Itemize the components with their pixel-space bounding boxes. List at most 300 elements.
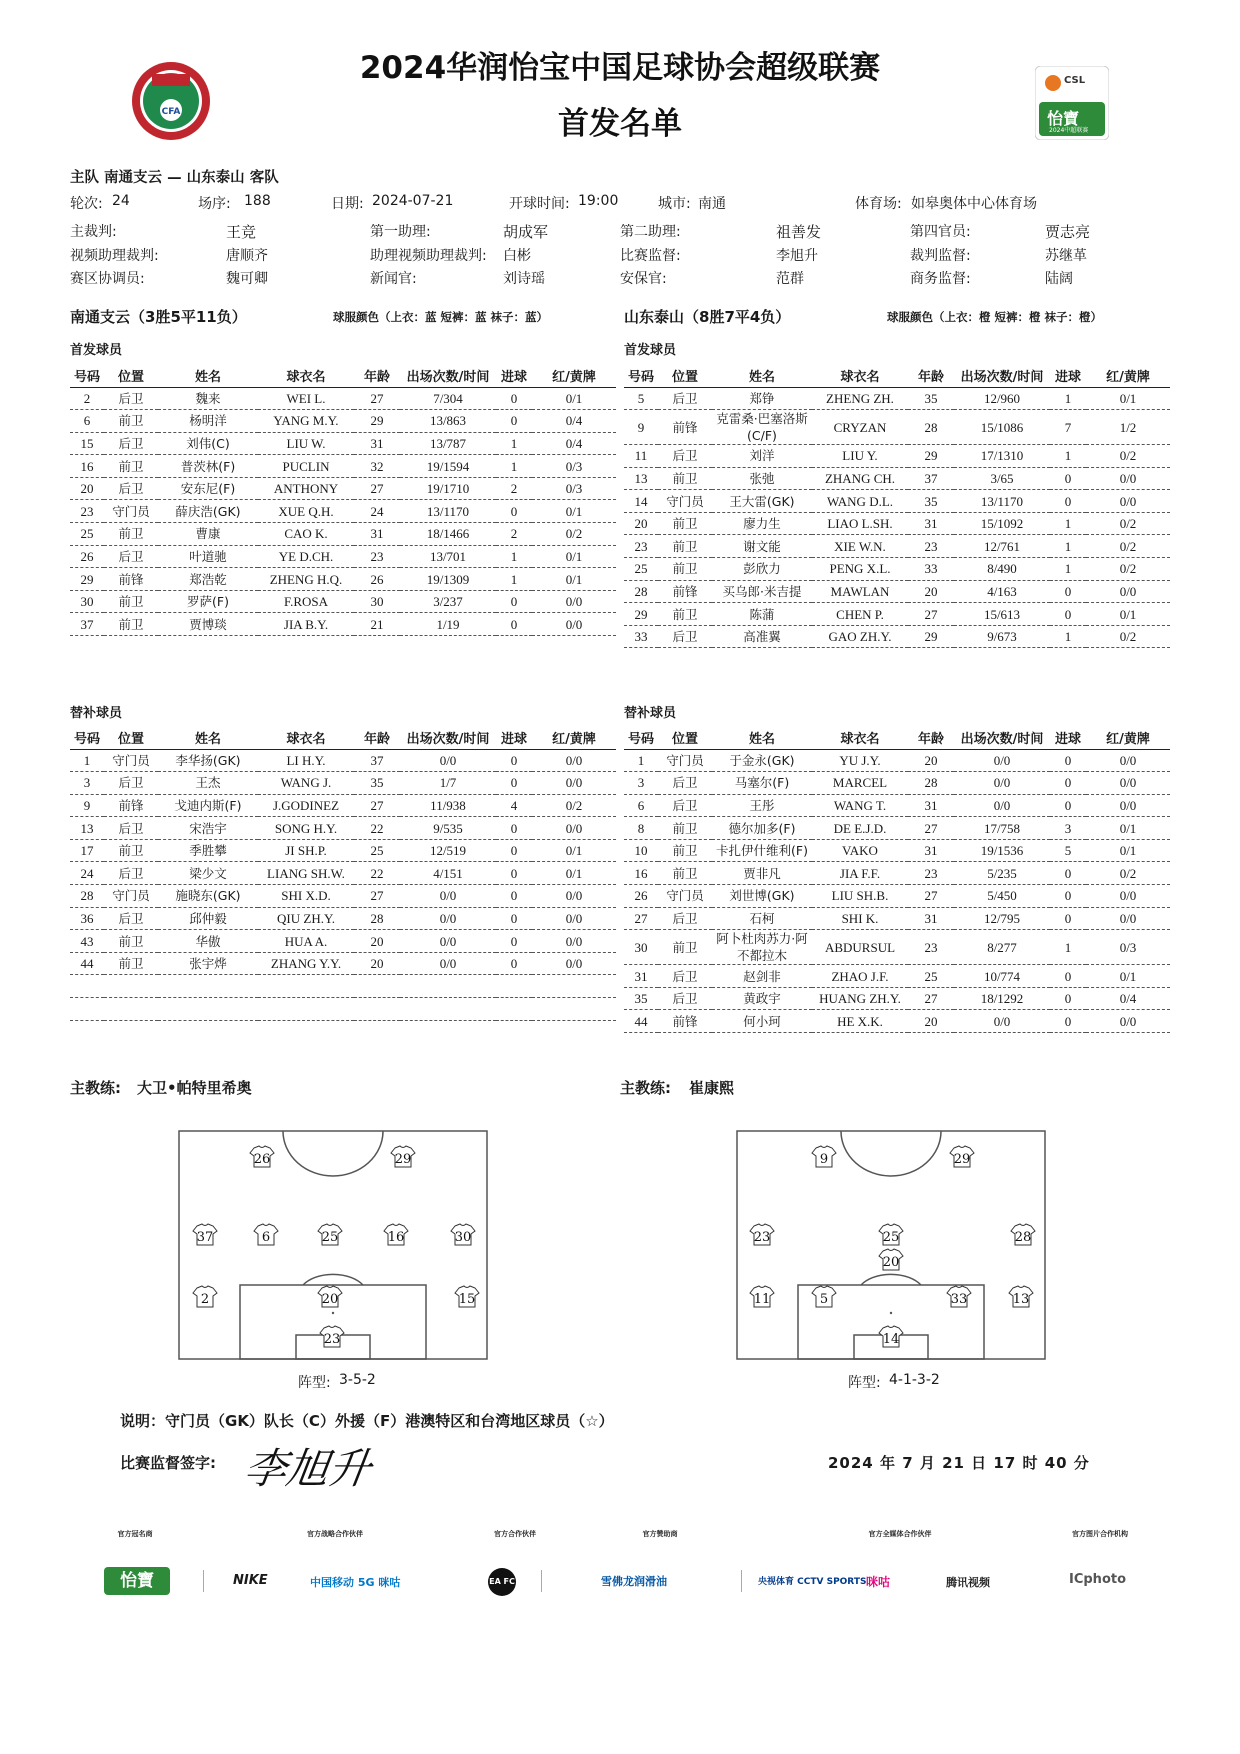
player-name: 普茨林(F): [158, 455, 258, 478]
player-appearances: 17/758: [954, 817, 1050, 840]
player-row: [70, 794, 616, 817]
jersey-number: 37: [196, 1230, 214, 1245]
player-row: [624, 387, 1170, 410]
player-age: 31: [908, 839, 954, 862]
column-header: 姓名: [712, 727, 812, 749]
player-appearances: 0/0: [954, 772, 1050, 795]
player-goals: 0: [1050, 907, 1086, 930]
player-cards: 0/0: [532, 885, 616, 908]
player-age: 27: [354, 477, 400, 500]
sign-time: 2024 年 7 月 21 日 17 时 40 分: [828, 1454, 1090, 1472]
player-shirt-name: WANG D.L.: [812, 490, 908, 513]
player-cards: 0/0: [1086, 794, 1170, 817]
player-name: 何小珂: [712, 1010, 812, 1033]
away-formation: 4-1-3-2: [889, 1372, 940, 1388]
player-number: 24: [70, 862, 104, 885]
player-name: 郑浩乾: [158, 568, 258, 591]
jersey-icon: [254, 1224, 278, 1245]
player-age: 24: [354, 500, 400, 523]
player-position: 前卫: [104, 410, 158, 433]
empty-cell: [400, 975, 496, 998]
player-appearances: 0/0: [400, 885, 496, 908]
page-title: 2024华润怡宝中国足球协会超级联赛: [359, 50, 881, 86]
player-goals: 0: [496, 817, 532, 840]
player-position: 后卫: [104, 907, 158, 930]
player-name: 季胜攀: [158, 839, 258, 862]
player-shirt-name: CAO K.: [258, 523, 354, 546]
player-cards: 0/1: [532, 500, 616, 523]
jersey-number: 16: [387, 1230, 405, 1245]
player-number: 33: [624, 625, 658, 648]
player-row: [624, 625, 1170, 648]
player-number: 30: [624, 930, 658, 965]
player-cards: 0/0: [1086, 467, 1170, 490]
player-position: 后卫: [104, 545, 158, 568]
player-appearances: 17/1310: [954, 445, 1050, 468]
player-appearances: 15/1092: [954, 512, 1050, 535]
jersey-number: 25: [882, 1230, 900, 1245]
column-header: 姓名: [158, 727, 258, 749]
player-age: 25: [354, 839, 400, 862]
column-header: 号码: [624, 365, 658, 387]
player-goals: 0: [496, 862, 532, 885]
jersey-icon: [750, 1224, 774, 1245]
divider: [203, 1570, 204, 1592]
official-label: 第二助理:: [620, 224, 681, 240]
column-header: 出场次数/时间: [954, 727, 1050, 749]
player-cards: 0/1: [1086, 817, 1170, 840]
player-cards: 0/0: [532, 952, 616, 975]
player-row: [624, 490, 1170, 513]
column-header: 号码: [624, 727, 658, 749]
column-header: 红/黄牌: [532, 365, 616, 387]
column-header: 姓名: [158, 365, 258, 387]
jersey-icon: [455, 1286, 479, 1307]
player-shirt-name: WANG T.: [812, 794, 908, 817]
player-age: 28: [908, 410, 954, 445]
player-goals: 0: [496, 749, 532, 772]
player-goals: 1: [496, 455, 532, 478]
player-cards: 0/2: [1086, 625, 1170, 648]
player-position: 守门员: [104, 749, 158, 772]
player-name: 陈蒲: [712, 603, 812, 626]
player-row: [624, 987, 1170, 1010]
player-age: 21: [354, 613, 400, 636]
player-number: 6: [70, 410, 104, 433]
jersey-icon: [250, 1146, 274, 1167]
empty-cell: [532, 975, 616, 998]
player-age: 29: [354, 410, 400, 433]
player-cards: 0/1: [1086, 965, 1170, 988]
divider: [741, 1570, 742, 1592]
official-name: 李旭升: [776, 248, 818, 264]
player-shirt-name: ZHAO J.F.: [812, 965, 908, 988]
empty-cell: [104, 998, 158, 1021]
player-name: 王大雷(GK): [712, 490, 812, 513]
player-age: 31: [908, 512, 954, 535]
player-row: [70, 862, 616, 885]
player-name: 德尔加多(F): [712, 817, 812, 840]
player-goals: 7: [1050, 410, 1086, 445]
player-cards: 0/4: [532, 410, 616, 433]
player-row: [624, 445, 1170, 468]
player-cards: 0/1: [532, 545, 616, 568]
column-header: 年龄: [908, 727, 954, 749]
player-age: 20: [908, 749, 954, 772]
player-number: 1: [70, 749, 104, 772]
empty-cell: [354, 998, 400, 1021]
player-name: 叶道驰: [158, 545, 258, 568]
column-header: 位置: [104, 727, 158, 749]
penalty-arc: [861, 1274, 921, 1285]
player-goals: 0: [496, 613, 532, 636]
chevron-logo: 雪佛龙润滑油: [601, 1575, 667, 1588]
player-position: 前卫: [658, 603, 712, 626]
yibao-logo: 怡寶: [104, 1567, 170, 1595]
jersey-icon: [193, 1224, 217, 1245]
player-shirt-name: J.GODINEZ: [258, 794, 354, 817]
player-goals: 3: [1050, 817, 1086, 840]
player-appearances: 13/863: [400, 410, 496, 433]
player-age: 20: [908, 580, 954, 603]
player-cards: 0/2: [1086, 862, 1170, 885]
player-age: 26: [354, 568, 400, 591]
stadium-label: 体育场:: [855, 196, 902, 212]
player-position: 后卫: [658, 907, 712, 930]
player-number: 9: [624, 410, 658, 445]
player-number: 30: [70, 590, 104, 613]
away-kit-colors: 球服颜色（上衣：橙 短裤：橙 袜子：橙）: [887, 310, 1103, 324]
kickoff-value: 19:00: [578, 193, 619, 209]
player-appearances: 0/0: [954, 794, 1050, 817]
jersey-icon: [193, 1286, 217, 1307]
player-shirt-name: SHI K.: [812, 907, 908, 930]
jersey-icon: [1011, 1224, 1035, 1245]
player-cards: 0/0: [532, 772, 616, 795]
player-name: 曹康: [158, 523, 258, 546]
player-number: 31: [624, 965, 658, 988]
player-position: 后卫: [658, 445, 712, 468]
player-age: 28: [908, 772, 954, 795]
player-age: 28: [354, 907, 400, 930]
empty-cell: [258, 975, 354, 998]
player-row: [70, 500, 616, 523]
player-number: 26: [624, 885, 658, 908]
player-shirt-name: YANG M.Y.: [258, 410, 354, 433]
player-appearances: 5/235: [954, 862, 1050, 885]
player-position: 前卫: [658, 930, 712, 965]
player-age: 27: [354, 387, 400, 410]
player-position: 守门员: [658, 885, 712, 908]
official-label: 新闻官:: [370, 271, 417, 287]
player-row: [70, 613, 616, 636]
signature: 李旭升: [241, 1444, 375, 1493]
sponsor-label: 官方赞助商: [642, 1530, 678, 1538]
player-position: 前卫: [104, 952, 158, 975]
player-cards: 0/1: [1086, 387, 1170, 410]
player-appearances: 12/761: [954, 535, 1050, 558]
player-row: [624, 794, 1170, 817]
player-position: 后卫: [104, 772, 158, 795]
player-cards: 0/0: [532, 817, 616, 840]
player-appearances: 0/0: [400, 930, 496, 953]
player-appearances: 19/1594: [400, 455, 496, 478]
player-cards: 0/0: [1086, 490, 1170, 513]
player-age: 25: [908, 965, 954, 988]
player-age: 23: [908, 930, 954, 965]
home-formation-label: 阵型:: [298, 1375, 331, 1391]
player-shirt-name: HE X.K.: [812, 1010, 908, 1033]
player-shirt-name: ZHANG Y.Y.: [258, 952, 354, 975]
penalty-arc: [303, 1274, 363, 1285]
player-appearances: 7/304: [400, 387, 496, 410]
player-age: 31: [908, 794, 954, 817]
player-shirt-name: LIU Y.: [812, 445, 908, 468]
player-shirt-name: HUA A.: [258, 930, 354, 953]
player-appearances: 13/787: [400, 432, 496, 455]
player-age: 31: [354, 523, 400, 546]
player-row: [70, 839, 616, 862]
player-shirt-name: ZHANG CH.: [812, 467, 908, 490]
jersey-number: 30: [454, 1230, 472, 1245]
player-name: 贾博琰: [158, 613, 258, 636]
sponsor-label: 官方战略合作伙伴: [307, 1530, 363, 1538]
tencent-video-logo: 腾讯视频: [946, 1576, 990, 1589]
player-age: 27: [908, 885, 954, 908]
player-cards: 0/1: [532, 839, 616, 862]
player-shirt-name: QIU ZH.Y.: [258, 907, 354, 930]
jersey-number: 11: [753, 1292, 771, 1307]
player-appearances: 0/0: [954, 1010, 1050, 1033]
column-header: 出场次数/时间: [400, 365, 496, 387]
player-goals: 0: [1050, 603, 1086, 626]
player-age: 27: [908, 603, 954, 626]
empty-cell: [70, 975, 104, 998]
empty-cell: [70, 998, 104, 1021]
player-appearances: 19/1309: [400, 568, 496, 591]
official-label: 助理视频助理裁判:: [370, 248, 487, 264]
player-goals: 0: [496, 387, 532, 410]
official-label: 商务监督:: [910, 271, 971, 287]
player-row: [624, 467, 1170, 490]
player-row: [624, 535, 1170, 558]
jersey-icon: [451, 1224, 475, 1245]
city-value: 南通: [698, 196, 726, 212]
player-shirt-name: DE E.J.D.: [812, 817, 908, 840]
player-goals: 1: [496, 568, 532, 591]
player-row: [70, 568, 616, 591]
official-name: 祖善发: [776, 223, 822, 241]
player-appearances: 8/277: [954, 930, 1050, 965]
player-shirt-name: F.ROSA: [258, 590, 354, 613]
player-appearances: 1/7: [400, 772, 496, 795]
player-age: 35: [908, 490, 954, 513]
migu-logo: 咪咕: [866, 1575, 891, 1589]
jersey-number: 13: [1012, 1292, 1030, 1307]
player-goals: 0: [1050, 862, 1086, 885]
player-name: 薛庆浩(GK): [158, 500, 258, 523]
player-cards: 0/4: [532, 432, 616, 455]
player-position: 前锋: [104, 568, 158, 591]
player-appearances: 1/19: [400, 613, 496, 636]
player-shirt-name: VAKO: [812, 839, 908, 862]
player-position: 后卫: [658, 387, 712, 410]
player-cards: 0/0: [532, 930, 616, 953]
legend-note: 说明：守门员（GK）队长（C）外援（F）港澳特区和台湾地区球员（☆）: [120, 1412, 614, 1430]
empty-cell: [354, 975, 400, 998]
player-age: 27: [354, 794, 400, 817]
player-age: 20: [354, 930, 400, 953]
jersey-icon: [812, 1146, 836, 1167]
player-position: 前锋: [104, 794, 158, 817]
column-header: 位置: [658, 365, 712, 387]
player-row: [70, 772, 616, 795]
player-number: 35: [624, 987, 658, 1010]
player-cards: 0/0: [1086, 885, 1170, 908]
player-goals: 0: [496, 952, 532, 975]
player-goals: 0: [1050, 772, 1086, 795]
player-row: [70, 410, 616, 433]
player-name: 戈迪内斯(F): [158, 794, 258, 817]
round-value: 24: [112, 193, 130, 209]
player-cards: 0/2: [532, 794, 616, 817]
player-shirt-name: GAO ZH.Y.: [812, 625, 908, 648]
player-number: 3: [624, 772, 658, 795]
player-name: 贾非凡: [712, 862, 812, 885]
official-label: 安保官:: [620, 271, 667, 287]
player-goals: 1: [496, 545, 532, 568]
player-number: 3: [70, 772, 104, 795]
ea-fc-logo: EA FC: [488, 1568, 516, 1596]
player-name: 王杰: [158, 772, 258, 795]
player-age: 27: [908, 817, 954, 840]
player-number: 26: [70, 545, 104, 568]
player-age: 29: [908, 445, 954, 468]
player-row: [624, 907, 1170, 930]
player-cards: 0/1: [532, 387, 616, 410]
player-name: 王彤: [712, 794, 812, 817]
player-number: 8: [624, 817, 658, 840]
player-appearances: 19/1536: [954, 839, 1050, 862]
player-number: 36: [70, 907, 104, 930]
official-label: 第一助理:: [370, 224, 431, 240]
player-shirt-name: ZHENG H.Q.: [258, 568, 354, 591]
player-number: 25: [624, 558, 658, 581]
away-starters-table: [624, 365, 1170, 648]
player-name: 刘伟(C): [158, 432, 258, 455]
jersey-number: 25: [321, 1230, 339, 1245]
player-position: 后卫: [658, 625, 712, 648]
player-name: 石柯: [712, 907, 812, 930]
player-age: 33: [908, 558, 954, 581]
player-number: 14: [624, 490, 658, 513]
jersey-number: 14: [882, 1332, 900, 1347]
player-name: 卡扎伊什维利(F): [712, 839, 812, 862]
player-position: 前卫: [658, 512, 712, 535]
official-label: 裁判监督:: [910, 248, 971, 264]
player-position: 前卫: [658, 817, 712, 840]
player-age: 22: [354, 862, 400, 885]
player-appearances: 12/795: [954, 907, 1050, 930]
player-goals: 1: [1050, 512, 1086, 535]
player-name: 高准翼: [712, 625, 812, 648]
player-number: 16: [624, 862, 658, 885]
center-circle: [283, 1131, 383, 1176]
player-cards: 0/0: [1086, 580, 1170, 603]
player-cards: 0/0: [1086, 907, 1170, 930]
player-number: 29: [624, 603, 658, 626]
player-cards: 0/3: [532, 455, 616, 478]
player-number: 27: [624, 907, 658, 930]
player-goals: 1: [1050, 387, 1086, 410]
jersey-icon: [384, 1224, 408, 1245]
stadium-value: 如皋奥体中心体育场: [911, 196, 1037, 212]
empty-cell: [258, 998, 354, 1021]
player-number: 44: [624, 1010, 658, 1033]
player-appearances: 3/237: [400, 590, 496, 613]
player-number: 44: [70, 952, 104, 975]
home-pitch-diagram: [178, 1130, 488, 1360]
jersey-icon: [947, 1286, 971, 1307]
page-subtitle: 首发名单: [558, 106, 682, 142]
player-cards: 0/1: [1086, 603, 1170, 626]
column-header: 位置: [104, 365, 158, 387]
away-team-record: 山东泰山（8胜7平4负）: [624, 308, 791, 326]
player-name: 郑铮: [712, 387, 812, 410]
player-row: [624, 749, 1170, 772]
player-shirt-name: YU J.Y.: [812, 749, 908, 772]
player-cards: 0/0: [1086, 749, 1170, 772]
player-shirt-name: SHI X.D.: [258, 885, 354, 908]
player-name: 彭欣力: [712, 558, 812, 581]
player-cards: 0/0: [1086, 772, 1170, 795]
player-name: 华傲: [158, 930, 258, 953]
player-row: [70, 432, 616, 455]
jersey-number: 29: [953, 1152, 971, 1167]
official-label: 第四官员:: [910, 224, 971, 240]
player-age: 30: [354, 590, 400, 613]
city-label: 城市:: [658, 196, 691, 212]
jersey-number: 20: [882, 1255, 900, 1270]
player-appearances: 9/535: [400, 817, 496, 840]
svg-text:CFA: CFA: [161, 107, 181, 117]
empty-row: [70, 998, 616, 1021]
player-position: 后卫: [104, 477, 158, 500]
player-appearances: 11/938: [400, 794, 496, 817]
away-starters-label: 首发球员: [624, 343, 677, 358]
official-name: 范群: [776, 271, 804, 287]
jersey-icon: [950, 1146, 974, 1167]
player-age: 23: [354, 545, 400, 568]
player-shirt-name: YE D.CH.: [258, 545, 354, 568]
player-appearances: 12/960: [954, 387, 1050, 410]
player-age: 37: [908, 467, 954, 490]
player-goals: 0: [1050, 749, 1086, 772]
home-subs-table: [70, 727, 616, 1021]
divider: [541, 1570, 542, 1592]
home-subs-label: 替补球员: [70, 706, 123, 721]
player-name: 马塞尔(F): [712, 772, 812, 795]
player-appearances: 0/0: [400, 749, 496, 772]
player-name: 谢文能: [712, 535, 812, 558]
jersey-number: 28: [1014, 1230, 1032, 1245]
player-age: 35: [354, 772, 400, 795]
player-shirt-name: JI SH.P.: [258, 839, 354, 862]
column-header: 球衣名: [812, 365, 908, 387]
official-name: 贾志亮: [1045, 223, 1091, 241]
player-position: 守门员: [658, 749, 712, 772]
player-row: [624, 512, 1170, 535]
